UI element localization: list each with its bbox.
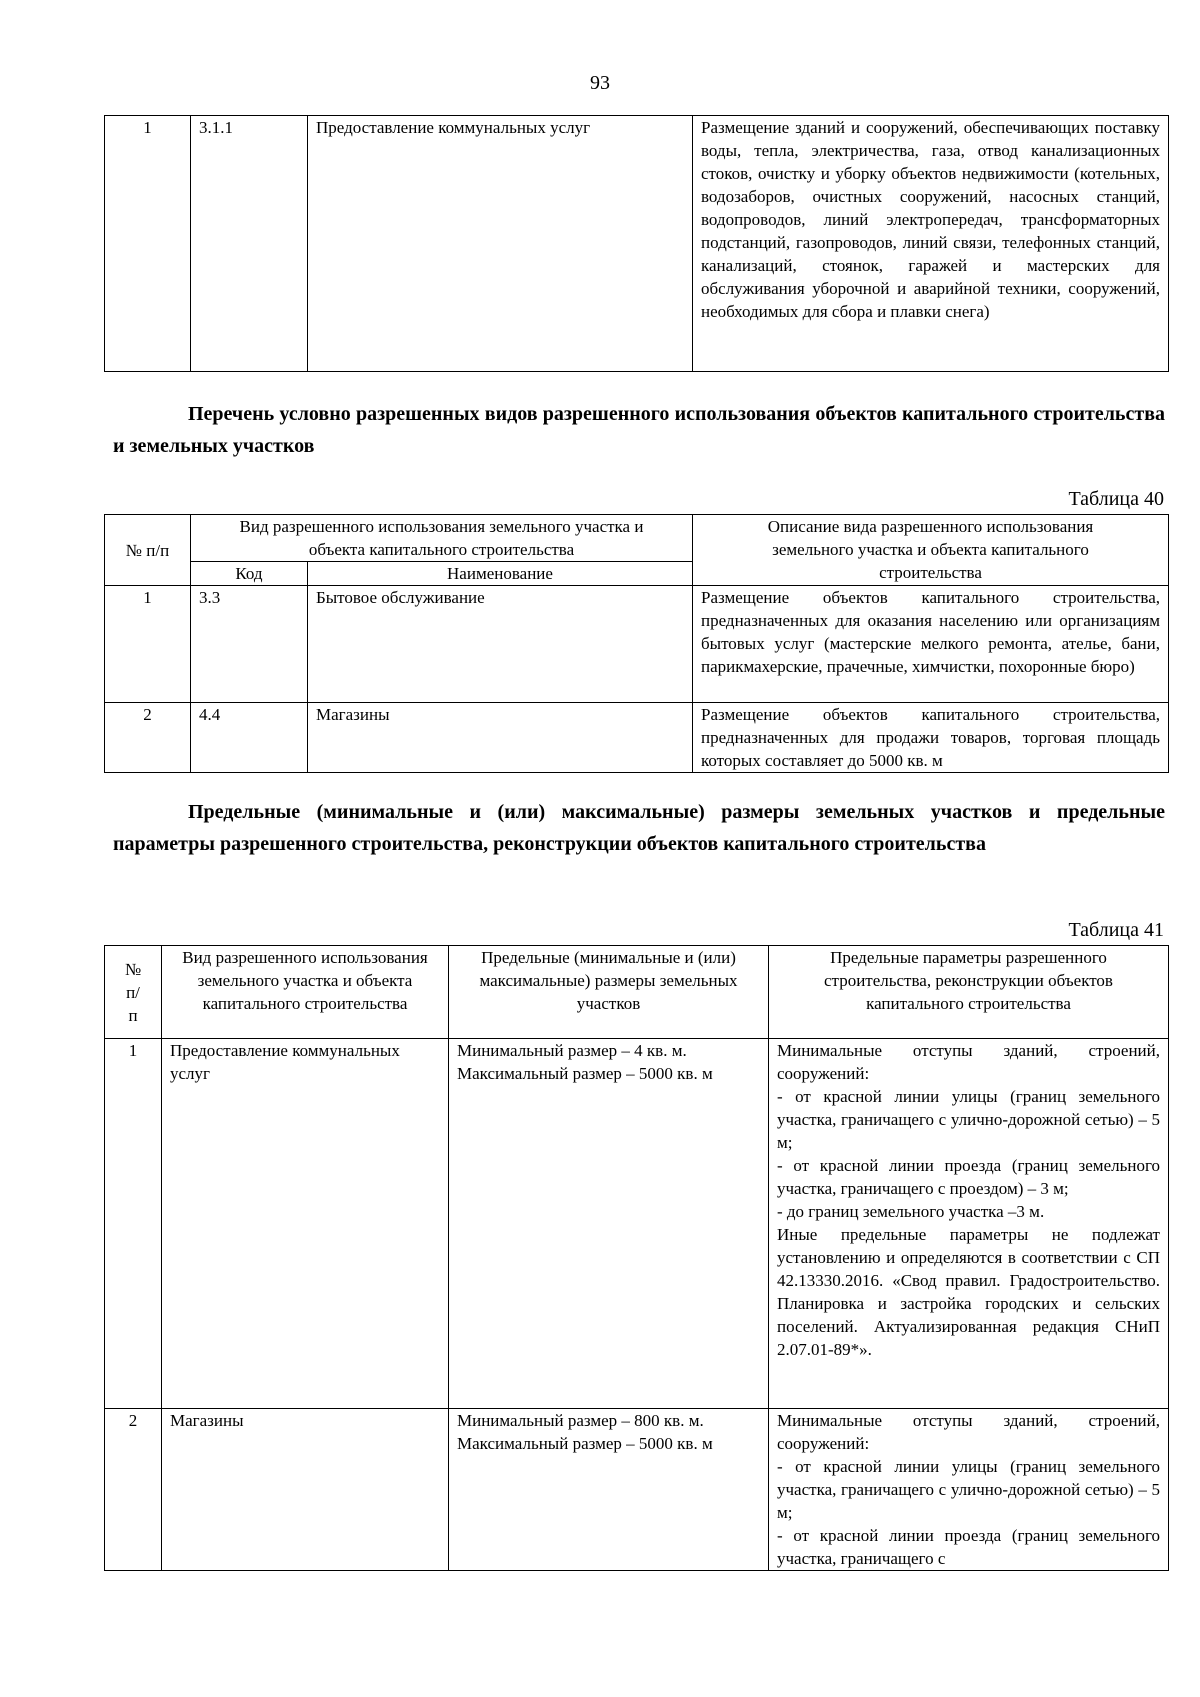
heading-limit-parameters: Предельные (минимальные и (или) максимальные) размеры земельных участков и предельные параметры разрешенного строительства, реконструкции объектов капитального строительства bbox=[113, 801, 1165, 855]
header-build-parameters: Предельные параметры разрешенного строительства, реконструкции объектов капитального строительства bbox=[769, 946, 1169, 1039]
row-code: 3.3 bbox=[191, 586, 308, 703]
table-41-caption: Таблица 41 bbox=[1068, 919, 1164, 941]
row-description: Размещение объектов капитального строительства, предназначенных для продажи товаров, торговая площадь которых составляет до 5000 кв. м bbox=[693, 703, 1169, 773]
table-row bbox=[105, 1039, 1169, 1409]
row-name: Магазины bbox=[308, 703, 693, 773]
row-number: 2 bbox=[105, 703, 191, 773]
param-line: - от красной линии проезда (границ земельного участка, граничащего с проездом) – 3 м; bbox=[777, 1156, 1160, 1198]
header-code: Код bbox=[191, 562, 308, 586]
header-use-kind: Вид разрешенного использования земельного участка и объекта капитального строительства bbox=[191, 515, 693, 562]
header-description: Описание вида разрешенного использования земельного участка и объекта капитального строительства bbox=[693, 515, 1169, 586]
param-line: - от красной линии улицы (границ земельного участка, граничащего с улично-дорожной сетью) – 5 м; bbox=[777, 1087, 1160, 1152]
row-number: 2 bbox=[105, 1409, 162, 1571]
param-line: - от красной линии улицы (границ земельного участка, граничащего с улично-дорожной сетью) – 5 м; bbox=[777, 1457, 1160, 1522]
header-use-kind: Вид разрешенного использования земельного участка и объекта капитального строительства bbox=[162, 946, 449, 1039]
param-line: Минимальные отступы зданий, строений, сооружений: bbox=[777, 1411, 1160, 1453]
row-description: Размещение объектов капитального строительства, предназначенных для оказания населению или организациям бытовых услуг (мастерские мелкого ремонта, ателье, бани, парикмахерские, прачечные, химчистки, похоронные бюро) bbox=[693, 586, 1169, 703]
table-row bbox=[105, 703, 1169, 773]
table-40 bbox=[104, 514, 1169, 773]
table-40-caption: Таблица 40 bbox=[1068, 488, 1164, 510]
header-name: Наименование bbox=[308, 562, 693, 586]
row-use-kind: Магазины bbox=[162, 1409, 449, 1571]
row-use-kind: Предоставление коммунальных услуг bbox=[162, 1039, 449, 1409]
row-description: Размещение зданий и сооружений, обеспечивающих поставку воды, тепла, электричества, газа, отвод канализационных стоков, очистку и уборку объектов недвижимости (котельных, водозаборов, очистных сооружений, насосных станций, водопроводов, линий электропередач, трансформаторных подстанций, газопроводов, линий связи, телефонных станций, канализаций, стоянок, гаражей и мастерских для обслуживания уборочной и аварийной техники, сооружений, необходимых для сбора и плавки снега) bbox=[693, 116, 1169, 372]
size-min: Минимальный размер – 4 кв. м. bbox=[457, 1041, 687, 1060]
table-continuation bbox=[104, 115, 1169, 372]
table-row bbox=[105, 586, 1169, 703]
row-build-parameters bbox=[769, 1039, 1169, 1409]
row-build-parameters bbox=[769, 1409, 1169, 1571]
row-code: 4.4 bbox=[191, 703, 308, 773]
param-line: Иные предельные параметры не подлежат установлению и определяются в соответствии с СП 42.13330.2016. «Свод правил. Градостроительство. Планировка и застройка городских и сельских поселений. Актуализированная редакция СНиП 2.07.01-89*». bbox=[777, 1225, 1160, 1359]
row-plot-sizes bbox=[449, 1039, 769, 1409]
row-name: Предоставление коммунальных услуг bbox=[308, 116, 693, 372]
size-max: Максимальный размер – 5000 кв. м bbox=[457, 1434, 713, 1453]
row-number: 1 bbox=[105, 1039, 162, 1409]
table-row bbox=[105, 116, 1169, 372]
header-number: № п/п bbox=[105, 515, 191, 586]
heading-conditional-uses: Перечень условно разрешенных видов разрешенного использования объектов капитального строительства и земельных участков bbox=[113, 403, 1165, 457]
size-max: Максимальный размер – 5000 кв. м bbox=[457, 1064, 713, 1083]
table-row bbox=[105, 1409, 1169, 1571]
param-line: - до границ земельного участка –3 м. bbox=[777, 1202, 1045, 1221]
header-number: № п/п bbox=[105, 946, 162, 1039]
row-number: 1 bbox=[105, 116, 191, 372]
header-plot-sizes: Предельные (минимальные и (или) максимальные) размеры земельных участков bbox=[449, 946, 769, 1039]
param-line: - от красной линии проезда (границ земельного участка, граничащего с bbox=[777, 1526, 1160, 1568]
page-number: 93 bbox=[590, 72, 610, 94]
table-41 bbox=[104, 945, 1169, 1571]
row-code: 3.1.1 bbox=[191, 116, 308, 372]
size-min: Минимальный размер – 800 кв. м. bbox=[457, 1411, 704, 1430]
param-line: Минимальные отступы зданий, строений, сооружений: bbox=[777, 1041, 1160, 1083]
row-plot-sizes bbox=[449, 1409, 769, 1571]
row-number: 1 bbox=[105, 586, 191, 703]
row-name: Бытовое обслуживание bbox=[308, 586, 693, 703]
